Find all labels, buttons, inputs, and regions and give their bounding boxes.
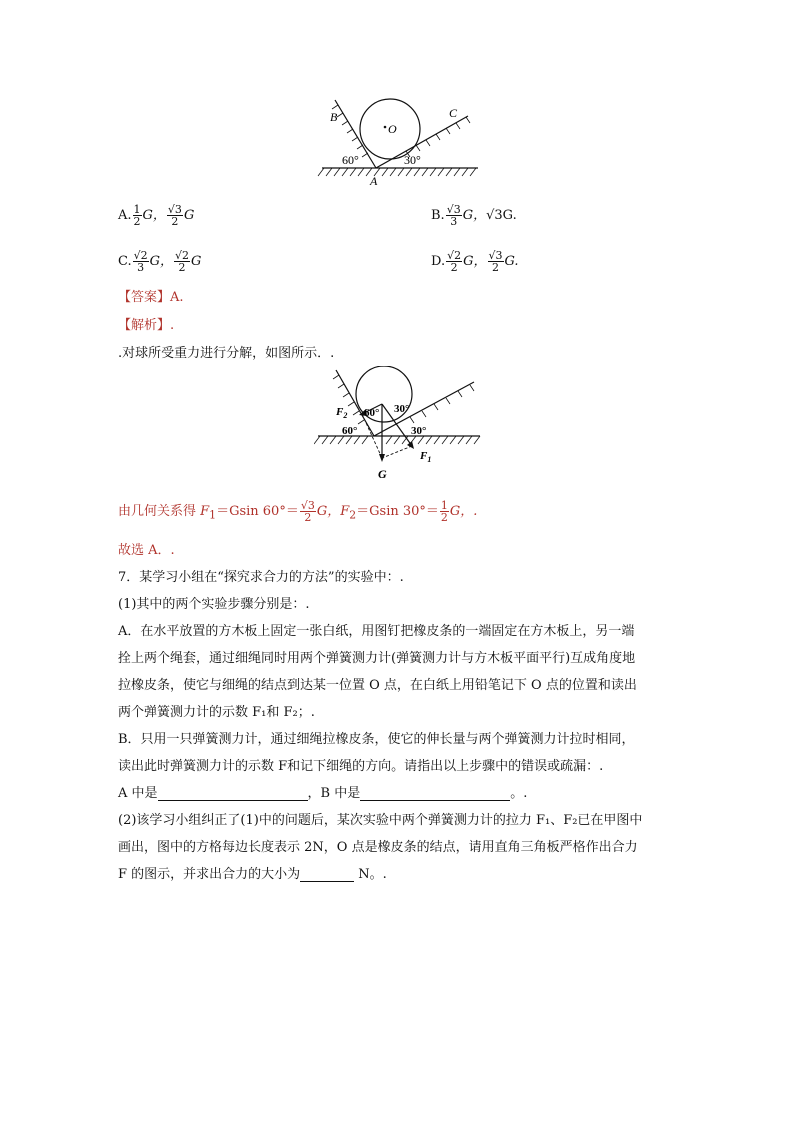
option-D: D. $\frac{√2}{2}$ G， $\frac{√3}{2}$ G.: [431, 249, 519, 274]
analysis-label: 【解析】.: [118, 318, 175, 333]
q7-title: 7．某学习小组在“探究求合力的方法”的实验中：.: [118, 570, 404, 585]
label-F2: $F_2$: [336, 406, 348, 420]
q7-part2-line3: F 的图示，并求出合力的大小为 N。.: [118, 867, 387, 882]
q7-stepA-line2: 拴上两个绳套，通过细绳同时用两个弹簧测力计(弹簧测力计与方木板平面平行)互成角度地: [118, 651, 636, 666]
angle-30-bottom: 30°: [411, 425, 427, 437]
option-A: A. $\frac{1}{2}$ G， $\frac{√3}{2}$ G: [118, 203, 195, 228]
q7-part2-line1: (2)该学习小组纠正了(1)中的问题后，某次实验中两个弹簧测力计的拉力 F₁、F₂已在甲图中: [118, 813, 643, 828]
figure-ball-on-wedge: [310, 94, 485, 190]
q7-stepA-line1: A．在水平放置的方木板上固定一张白纸，用图钉把橡皮条的一端固定在方木板上，另一端: [118, 624, 635, 639]
analysis-intro: .对球所受重力进行分解，如图所示．.: [118, 346, 335, 361]
label-A: A: [370, 174, 378, 188]
blank-B[interactable]: [360, 786, 510, 801]
figure-force-decomposition: [314, 366, 484, 484]
q7-stepA-line3: 拉橡皮条，使它与细绳的结点到达某一位置 O 点，在白纸上用铅笔记下 O 点的位置和读出: [118, 678, 637, 693]
center-dot: [384, 126, 387, 129]
blank-A[interactable]: [158, 786, 308, 801]
q7-blanks: A 中是 ，B 中是 。.: [118, 786, 528, 801]
label-G: G: [378, 467, 387, 481]
angle-60: 60°: [342, 153, 359, 167]
q7-part2-line2: 画出，图中的方格每边长度表示 2N，O 点是橡皮条的结点，请用直角三角板严格作出合力: [118, 840, 638, 855]
q7-stepB-line2: 读出此时弹簧测力计的示数 F和记下细绳的方向。请指出以上步骤中的错误或疏漏：.: [118, 759, 604, 774]
blank-resultant-force[interactable]: [300, 867, 354, 882]
angle-60-top: 60°: [364, 407, 380, 419]
q7-part1: (1)其中的两个实验步骤分别是：.: [118, 597, 310, 612]
label-C: C: [449, 106, 458, 120]
angle-60-bottom: 60°: [342, 425, 358, 437]
choose-answer: 故选 A．.: [118, 543, 175, 558]
label-B: B: [330, 110, 338, 124]
q7-stepA-line4: 两个弹簧测力计的示数 F₁和 F₂；.: [118, 705, 315, 720]
label-F1: $F_1$: [420, 450, 432, 464]
label-O: O: [388, 122, 397, 136]
angle-30-top: 30°: [394, 403, 410, 415]
q7-stepB-line1: B．只用一只弹簧测力计，通过细绳拉橡皮条，使它的伸长量与两个弹簧测力计拉时相同，: [118, 732, 635, 747]
derivation: 由几何关系得 $F_1=Gsin$ 60°＝ $\frac{√3}{2}$ G，$F_2=Gsin$ 30°＝ $\frac{1}{2}$ G，.: [118, 499, 478, 524]
option-C: C. $\frac{√2}{3}$ G， $\frac{√2}{2}$ G: [118, 249, 202, 274]
answer: 【答案】A.: [118, 290, 184, 305]
option-B: B. $\frac{√3}{3}$ G，√3G.: [431, 203, 517, 228]
angle-30: 30°: [404, 153, 421, 167]
